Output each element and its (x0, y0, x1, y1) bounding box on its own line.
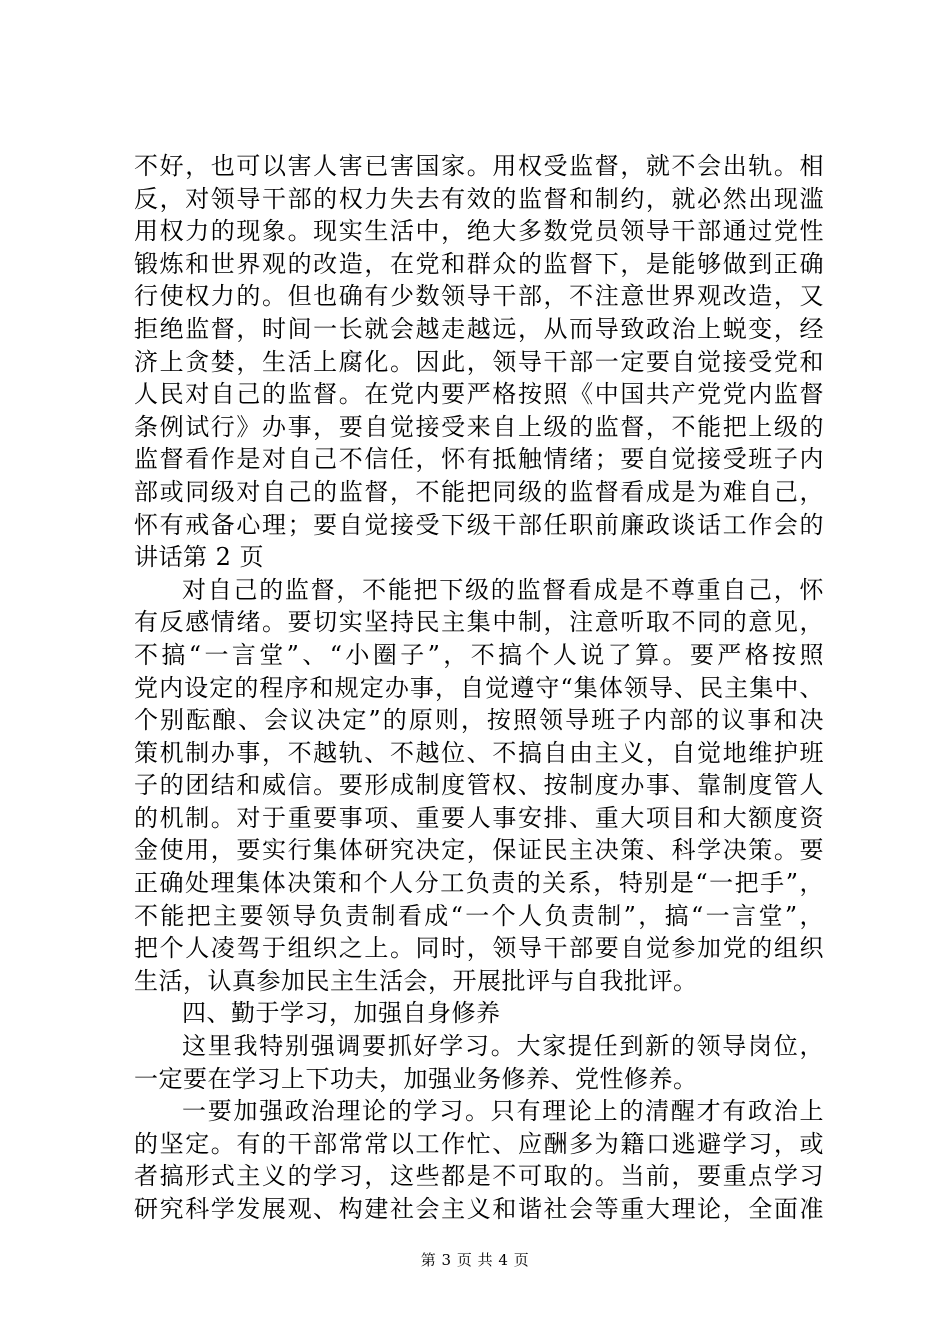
text-line: 行使权力的。但也确有少数领导干部，不注意世界观改造，又 (134, 282, 824, 311)
text-line: 拒绝监督，时间一长就会越走越远，从而导致政治上蜕变，经 (134, 314, 824, 343)
text-line: 济上贪婪，生活上腐化。因此，领导干部一定要自觉接受党和 (134, 347, 824, 376)
text-line: 一定要在学习上下功夫，加强业务修养、党性修养。 (134, 1064, 698, 1093)
text-line: 监督看作是对自己不信任，怀有抵触情绪；要自觉接受班子内 (134, 445, 824, 474)
text-line: 这里我特别强调要抓好学习。大家提任到新的领导岗位， (182, 1032, 824, 1061)
text-line: 不搞“一言堂”、“小圈子”，不搞个人说了算。要严格按照 (134, 640, 824, 669)
page-footer: 第 3 页 共 4 页 (420, 1251, 530, 1269)
text-line: 正确处理集体决策和个人分工负责的关系，特别是“一把手”， (134, 869, 824, 898)
text-line: 条例试行》办事，要自觉接受来自上级的监督，不能把上级的 (134, 412, 824, 441)
text-line: 策机制办事，不越轨、不越位、不搞自由主义，自觉地维护班 (134, 738, 824, 767)
text-line: 用权力的现象。现实生活中，绝大多数党员领导干部通过党性 (134, 217, 824, 246)
text-line: 一要加强政治理论的学习。只有理论上的清醒才有政治上 (182, 1097, 824, 1126)
text-line: 者搞形式主义的学习，这些都是不可取的。当前，要重点学习 (134, 1162, 824, 1191)
text-line: 对自己的监督，不能把下级的监督看成是不尊重自己，怀 (182, 575, 824, 604)
text-line: 个别酝酿、会议决定”的原则，按照领导班子内部的议事和决 (134, 706, 824, 735)
text-line: 金使用，要实行集体研究决定，保证民主决策、科学决策。要 (134, 836, 824, 865)
text-line: 子的团结和威信。要形成制度管权、按制度办事、靠制度管人 (134, 771, 824, 800)
text-line: 的坚定。有的干部常常以工作忙、应酬多为籍口逃避学习，或 (134, 1129, 824, 1158)
text-line: 研究科学发展观、构建社会主义和谐社会等重大理论，全面准 (134, 1195, 824, 1223)
text-line: 怀有戒备心理；要自觉接受下级干部任职前廉政谈话工作会的 (134, 510, 824, 539)
text-line: 有反感情绪。要切实坚持民主集中制，注意听取不同的意见， (134, 608, 824, 637)
text-line: 四、勤于学习，加强自身修养 (182, 999, 501, 1028)
text-line: 部或同级对自己的监督，不能把同级的监督看成是为难自己， (134, 477, 824, 506)
text-line: 党内设定的程序和规定办事，自觉遵守“集体领导、民主集中、 (134, 673, 824, 702)
text-line: 反，对领导干部的权力失去有效的监督和制约，就必然出现滥 (134, 184, 824, 213)
text-line: 把个人凌驾于组织之上。同时，领导干部要自觉参加党的组织 (134, 934, 824, 963)
text-line: 锻炼和世界观的改造，在党和群众的监督下，是能够做到正确 (134, 249, 824, 278)
text-line: 的机制。对于重要事项、重要人事安排、重大项目和大额度资 (134, 803, 824, 832)
text-line: 讲话第 2 页 (134, 543, 265, 572)
text-line: 不好，也可以害人害已害国家。用权受监督，就不会出轨。相 (134, 152, 824, 180)
text-line: 生活，认真参加民主生活会，开展批评与自我批评。 (134, 966, 698, 995)
text-line: 不能把主要领导负责制看成“一个人负责制”，搞“一言堂”， (134, 901, 824, 930)
document-body (134, 150, 824, 1226)
text-line: 人民对自己的监督。在党内要严格按照《中国共产党党内监督 (134, 380, 824, 409)
